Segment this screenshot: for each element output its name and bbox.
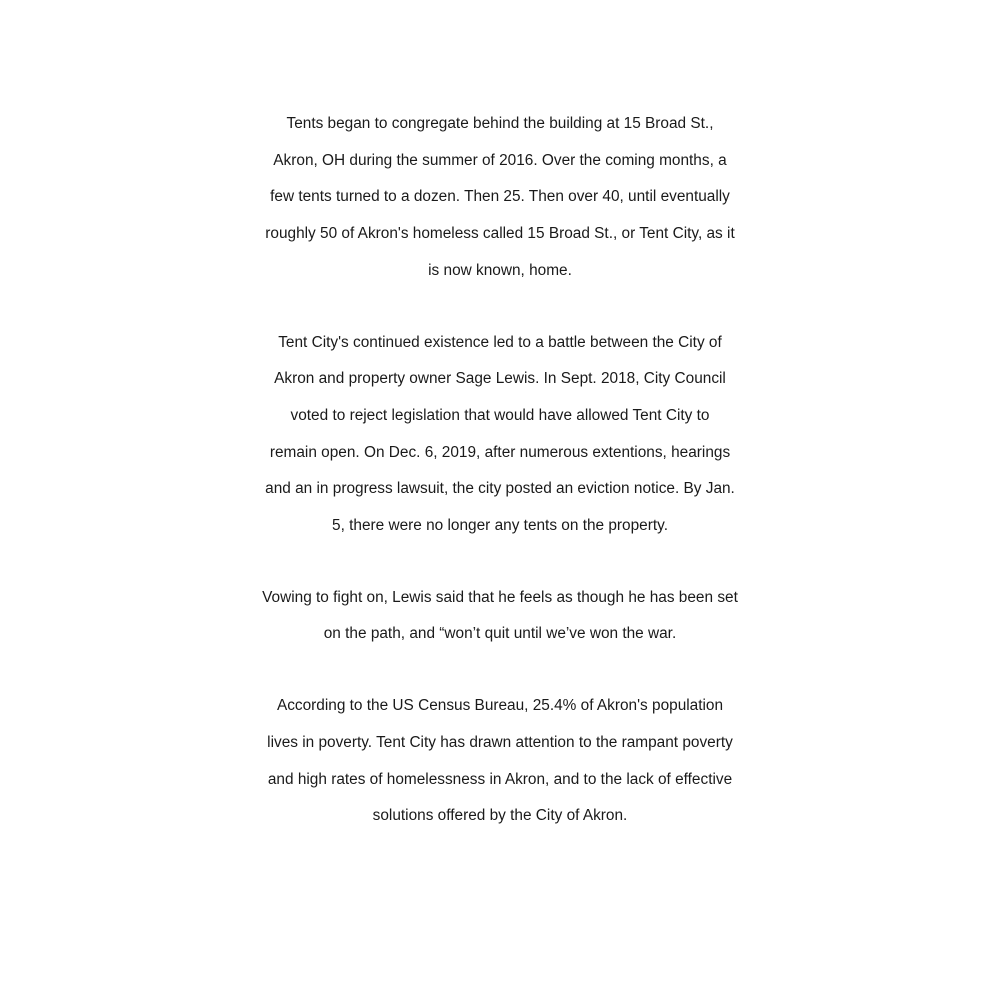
text-line: solutions offered by the City of Akron. xyxy=(372,807,628,825)
text-line: and high rates of homelessness in Akron, and to the lack of effective xyxy=(267,770,733,788)
text-line: Vowing to fight on, Lewis said that he feels as though he has been set xyxy=(262,588,738,606)
paragraph-legal-battle xyxy=(0,325,1000,545)
text-line: 5, there were no longer any tents on the property. xyxy=(332,517,668,535)
text-line: is now known, home. xyxy=(428,261,572,279)
text-line: According to the US Census Bureau, 25.4% of Akron's population xyxy=(276,697,724,715)
text-line: remain open. On Dec. 6, 2019, after numerous extentions, hearings xyxy=(269,443,731,461)
text-line: Akron, OH during the summer of 2016. Over the coming months, a xyxy=(273,151,727,169)
text-line: roughly 50 of Akron's homeless called 15 Broad St., or Tent City, as it xyxy=(265,225,735,243)
text-line: few tents turned to a dozen. Then 25. Then over 40, until eventually xyxy=(270,188,730,206)
text-line: Akron and property owner Sage Lewis. In Sept. 2018, City Council xyxy=(274,370,726,388)
text-line: Tent City's continued existence led to a battle between the City of xyxy=(278,333,722,351)
article-text xyxy=(0,106,1000,870)
text-line: lives in poverty. Tent City has drawn attention to the rampant poverty xyxy=(267,733,733,751)
text-line: Tents began to congregate behind the building at 15 Broad St., xyxy=(286,115,714,132)
text-line: voted to reject legislation that would have allowed Tent City to xyxy=(290,406,710,424)
paragraph-poverty-statistics xyxy=(0,688,1000,835)
paragraph-tent-city-origins xyxy=(0,106,1000,290)
paragraph-lewis-quote xyxy=(0,580,1000,653)
text-line: on the path, and “won’t quit until we’ve won the war. xyxy=(323,625,677,643)
text-line: and an in progress lawsuit, the city posted an eviction notice. By Jan. xyxy=(265,480,735,498)
